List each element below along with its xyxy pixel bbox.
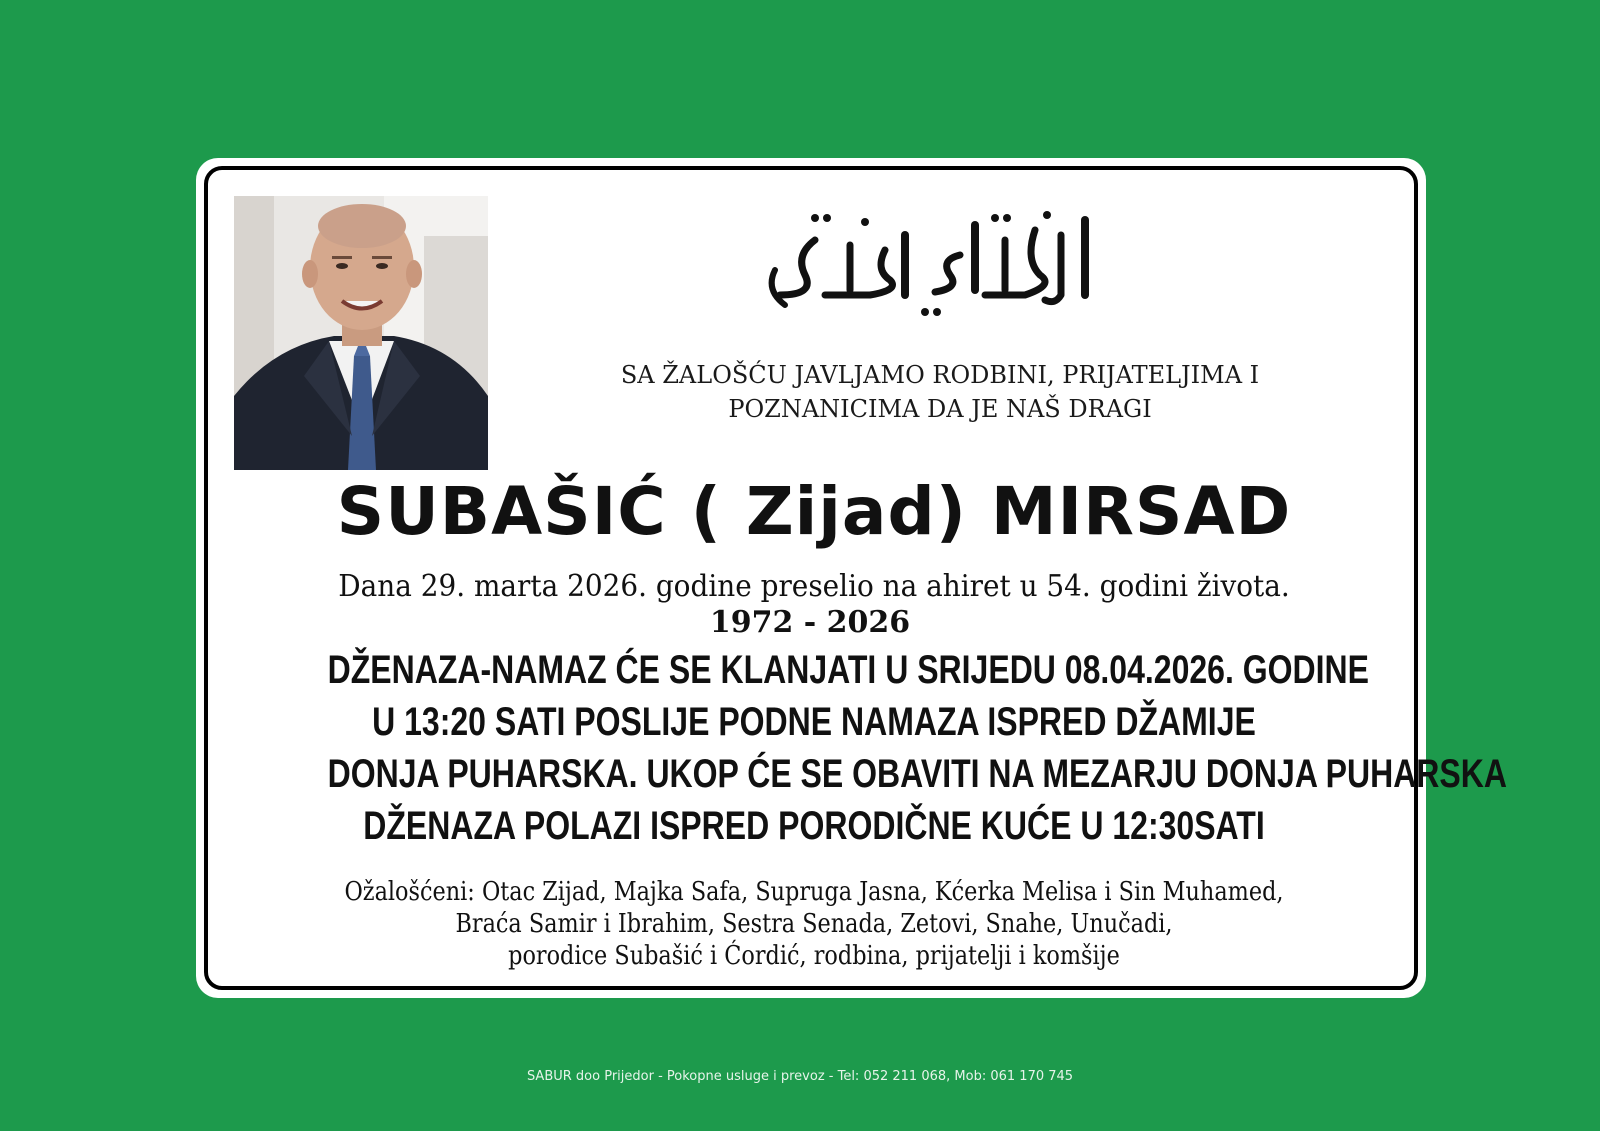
intro-line: POZNANICIMA DA JE NAŠ DRAGI [728, 395, 1152, 423]
funeral-details [206, 644, 1507, 852]
funeral-line: DONJA PUHARSKA. UKOP ĆE SE OBAVITI NA MEZARJU DONJA PUHARSKA [327, 752, 1507, 796]
mourners-list [210, 876, 1418, 972]
footer-contact: SABUR doo Prijedor - Pokopne usluge i prevoz - Tel: 052 211 068, Mob: 061 170 745 [526, 1069, 1074, 1084]
deceased-name: SUBAŠIĆ ( Zijad) MIRSAD [336, 473, 1292, 550]
arabic-calligraphy [755, 200, 1145, 325]
mourners-line: Ožalošćeni: Otac Zijad, Majka Safa, Supruga Jasna, Kćerka Melisa i Sin Muhamed, [344, 877, 1284, 907]
funeral-line: U 13:20 SATI POSLIJE PODNE NAMAZA ISPRED DŽAMIJE [372, 700, 1256, 744]
portrait-photo [234, 196, 488, 470]
death-date-line: Dana 29. marta 2026. godine preselio na ahiret u 54. godini života. [338, 569, 1290, 604]
funeral-line: DŽENAZA POLAZI ISPRED PORODIČNE KUĆE U 12:30SATI [363, 804, 1265, 848]
life-years: 1972 - 2026 [709, 605, 911, 640]
mourners-line: Braća Samir i Ibrahim, Sestra Senada, Zetovi, Snahe, Unučadi, [455, 909, 1173, 939]
funeral-line: DŽENAZA-NAMAZ ĆE SE KLANJATI U SRIJEDU 08.04.2026. GODINE [327, 648, 1369, 692]
intro-line: SA ŽALOŠĆU JAVLJAMO RODBINI, PRIJATELJIMA I [620, 361, 1260, 389]
mourners-line: porodice Subašić i Ćordić, rodbina, prijatelji i komšije [508, 941, 1120, 971]
intro-text [560, 358, 1320, 426]
